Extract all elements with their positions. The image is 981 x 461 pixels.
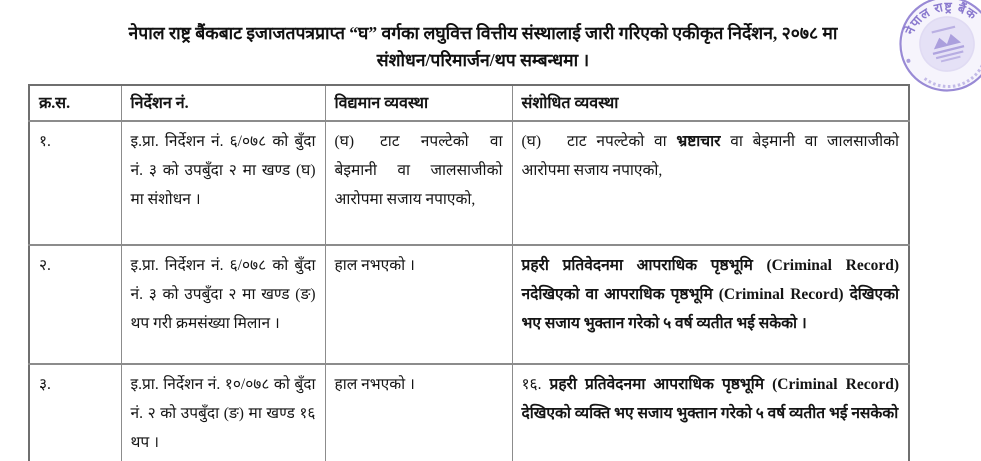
cell-directive-no: इ.प्रा. निर्देशन नं. ६/०७८ को बुँदा नं. ३ को उपबुँदा २ मा खण्ड (ङ) थप गरी क्रमसंख्या मिलान । (121, 245, 325, 364)
table-row (29, 121, 909, 245)
amended-provision-text: वा बेइमानी वा जालसाजीको आरोपमा सजाय नपाएको, (521, 133, 900, 179)
cell-sn: २. (29, 245, 121, 364)
column-header-existing-provision: विद्यमान व्यवस्था (325, 85, 512, 121)
document-title (12, 20, 954, 74)
clause-tag: (घ) (521, 133, 541, 150)
directive-amendment-table (28, 84, 910, 461)
column-header-sn: क्र.स. (29, 85, 121, 121)
document-title-line2: संशोधन/परिमार्जन/थप सम्बन्धमा । (376, 50, 590, 70)
cell-amended-provision (512, 121, 909, 245)
document-title-line1: नेपाल राष्ट्र बैंकबाट इजाजतपत्रप्राप्त “घ” वर्गका लघुवित्त वित्तीय संस्थालाई जारी गरिएको एकीकृत निर्देशन, २०७८ मा (128, 23, 838, 43)
clause-tag: १६. (521, 376, 542, 393)
cell-directive-no: इ.प्रा. निर्देशन नं. १०/०७८ को बुँदा नं. २ को उपबुँदा (ङ) मा खण्ड १६ थप । (121, 364, 325, 461)
cell-sn: १. (29, 121, 121, 245)
cell-amended-provision (512, 364, 909, 461)
cell-existing-provision: हाल नभएको । (325, 245, 512, 364)
column-header-directive-no: निर्देशन नं. (121, 85, 325, 121)
table-row (29, 364, 909, 461)
clause-tag: (घ) (334, 133, 354, 150)
cell-existing-provision (325, 121, 512, 245)
existing-provision-text: टाट नपल्टेको वा बेइमानी वा जालसाजीको आरोपमा सजाय नपाएको, (334, 133, 503, 208)
table-row (29, 245, 909, 364)
amended-provision-bold-term: भ्रष्टाचार (676, 133, 721, 150)
cell-sn: ३. (29, 364, 121, 461)
amended-provision-text: प्रहरी प्रतिवेदनमा आपराधिक पृष्ठभूमि (Criminal Record) देखिएको व्यक्ति भए सजाय भुक्तान गरेको ५ वर्ष व्यतीत भई नसकेको (521, 376, 899, 422)
cell-existing-provision: हाल नभएको । (325, 364, 512, 461)
table-header-row (29, 85, 909, 121)
amended-provision-text: टाट नपल्टेको वा (566, 133, 667, 150)
cell-directive-no: इ.प्रा. निर्देशन नं. ६/०७८ को बुँदा नं. ३ को उपबुँदा २ मा खण्ड (घ) मा संशोधन । (121, 121, 325, 245)
seal-bank-name: नेपाल राष्ट्र बैंक (902, 0, 980, 37)
cell-amended-provision: प्रहरी प्रतिवेदनमा आपराधिक पृष्ठभूमि (Criminal Record) नदेखिएको वा आपराधिक पृष्ठभूमि (Criminal Record) देखिएको भए सजाय भुक्तान गरेको ५ वर्ष व्यतीत भई सकेको । (512, 245, 909, 364)
column-header-amended-provision: संशोधित व्यवस्था (512, 85, 909, 121)
